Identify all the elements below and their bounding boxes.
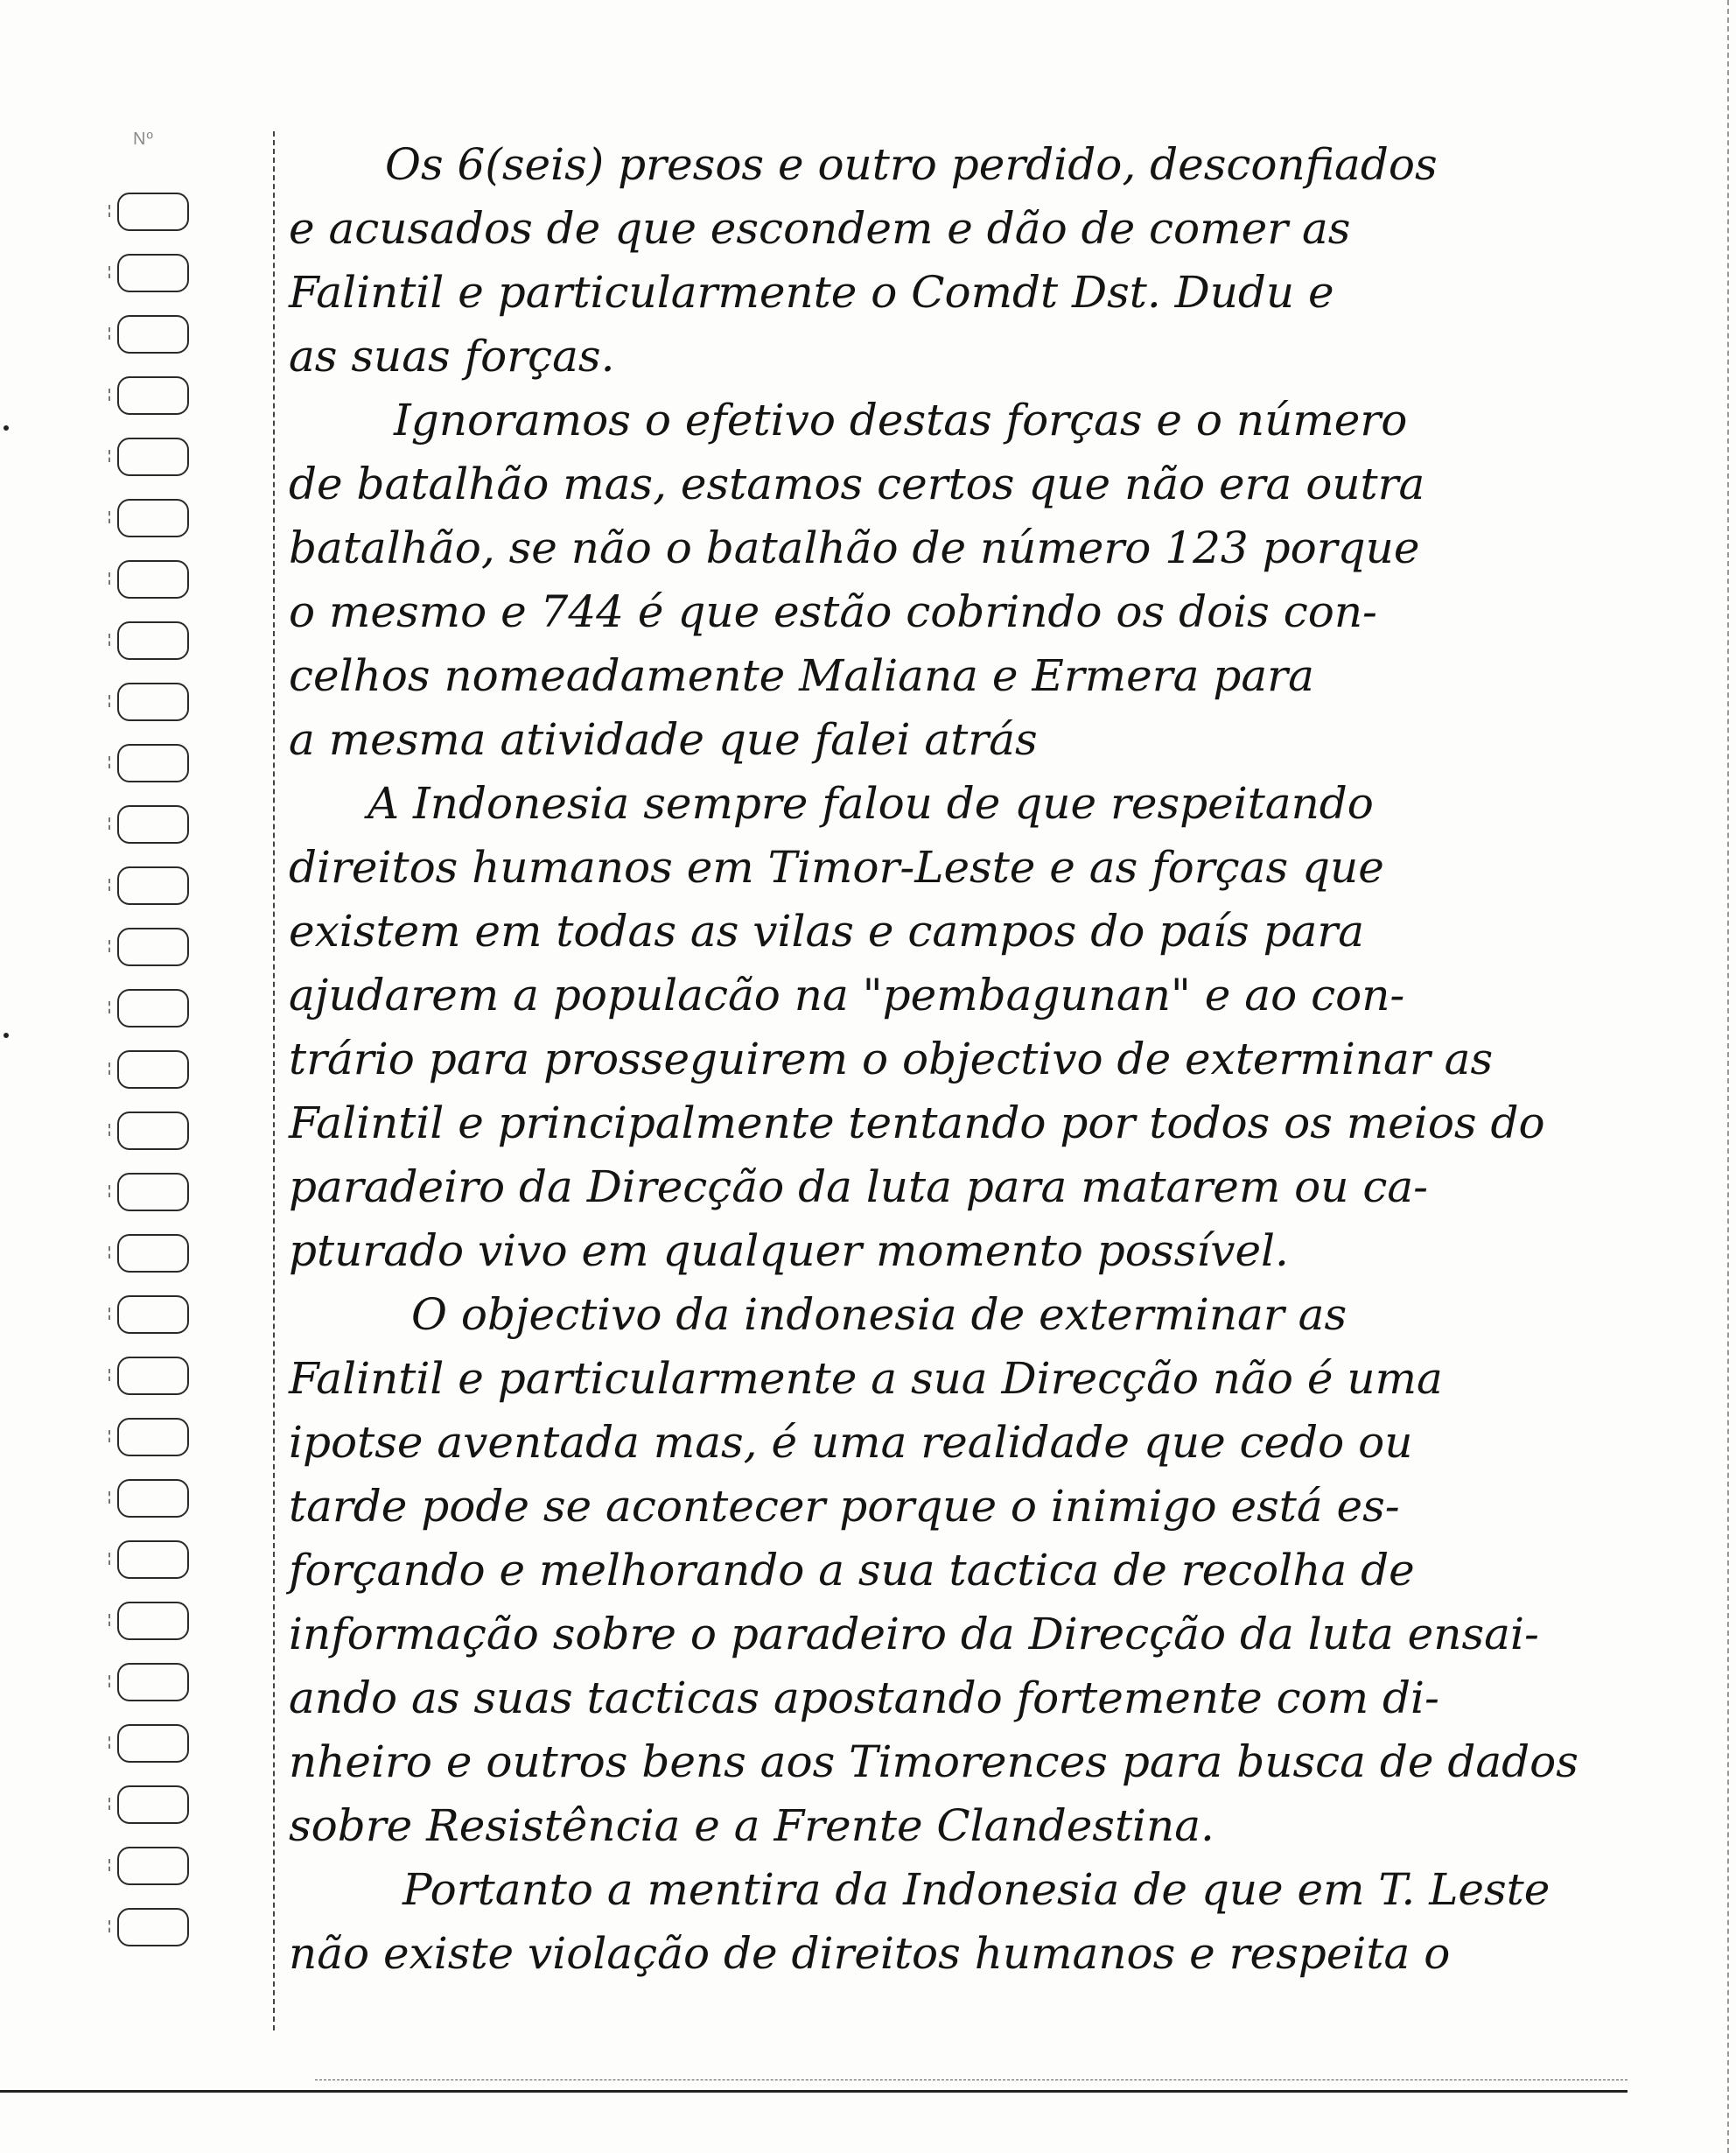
text-line: pturado vivo em qualquer momento possível. xyxy=(289,1225,1289,1276)
binding-hole xyxy=(117,1540,189,1579)
binding-hole xyxy=(117,1785,189,1824)
binding-hole xyxy=(117,1479,189,1518)
text-line: Os 6(seis) presos e outro perdido, desconfiados xyxy=(385,139,1438,190)
binding-hole xyxy=(117,1112,189,1150)
binding-hole xyxy=(117,1847,189,1885)
text-line: e acusados de que escondem e dão de comer as xyxy=(289,203,1351,254)
binding-hole xyxy=(117,866,189,905)
text-line: ando as suas tacticas apostando fortemente com di- xyxy=(289,1673,1439,1723)
text-line: forçando e melhorando a sua tactica de recolha de xyxy=(289,1545,1415,1595)
binding-hole xyxy=(117,1602,189,1640)
binding-hole xyxy=(117,744,189,782)
page-edge xyxy=(1727,0,1729,2153)
binding-hole xyxy=(117,1908,189,1946)
page-number-label: Nº xyxy=(133,130,154,149)
text-line: não existe violação de direitos humanos e respeita o xyxy=(289,1928,1451,1979)
text-line: tarde pode se acontecer porque o inimigo está es- xyxy=(289,1481,1400,1532)
binding-hole xyxy=(117,499,189,537)
text-line: batalhão, se não o batalhão de número 123 porque xyxy=(289,522,1420,573)
text-line: de batalhão mas, estamos certos que não era outra xyxy=(289,459,1425,509)
text-line: o mesmo e 744 é que estão cobrindo os dois con- xyxy=(289,586,1377,637)
binding-hole xyxy=(117,315,189,354)
text-line: a mesma atividade que falei atrás xyxy=(289,714,1038,765)
text-line: ipotse aventada mas, é uma realidade que cedo ou xyxy=(289,1417,1413,1468)
text-line: sobre Resistência e a Frente Clandestina. xyxy=(289,1800,1214,1851)
text-line: A Indonesia sempre falou de que respeitando xyxy=(368,778,1374,829)
text-line: as suas forças. xyxy=(289,331,615,382)
binding-hole xyxy=(117,254,189,292)
text-line: O objectivo da indonesia de exterminar as xyxy=(411,1289,1348,1340)
text-line: Ignoramos o efetivo destas forças e o número xyxy=(394,395,1408,445)
text-line: existem em todas as vilas e campos do país para xyxy=(289,906,1365,957)
scan-speck xyxy=(4,425,9,431)
text-line: trário para prosseguirem o objectivo de exterminar as xyxy=(289,1034,1494,1084)
text-line: ajudarem a populacão na "pembagunan" e ao con- xyxy=(289,970,1405,1020)
binding-hole xyxy=(117,1663,189,1701)
text-line: celhos nomeadamente Maliana e Ermera para xyxy=(289,650,1314,701)
text-line: informação sobre o paradeiro da Direcção da luta ensai- xyxy=(289,1609,1539,1659)
binding-hole xyxy=(117,1724,189,1763)
bottom-rule xyxy=(0,2090,1628,2093)
text-line: direitos humanos em Timor-Leste e as forças que xyxy=(289,842,1384,893)
margin-line xyxy=(273,131,275,2030)
text-line: Portanto a mentira da Indonesia de que em T. Leste xyxy=(402,1864,1550,1915)
text-line: Falintil e principalmente tentando por todos os meios do xyxy=(289,1098,1545,1148)
handwritten-text xyxy=(289,133,1619,1986)
spiral-binding xyxy=(98,179,207,1947)
binding-hole xyxy=(117,805,189,844)
binding-hole xyxy=(117,193,189,231)
text-line: Falintil e particularmente o Comdt Dst. Dudu e xyxy=(289,267,1334,318)
text-line: nheiro e outros bens aos Timorences para busca de dados xyxy=(289,1736,1578,1787)
text-line: paradeiro da Direcção da luta para matarem ou ca- xyxy=(289,1161,1429,1212)
binding-hole xyxy=(117,438,189,476)
binding-hole xyxy=(117,1173,189,1211)
scan-speck xyxy=(4,1033,9,1038)
bottom-dashed-rule xyxy=(315,2079,1628,2080)
text-line: Falintil e particularmente a sua Direcção não é uma xyxy=(289,1353,1443,1404)
binding-hole xyxy=(117,989,189,1027)
binding-hole xyxy=(117,1357,189,1395)
binding-hole xyxy=(117,1050,189,1089)
binding-hole xyxy=(117,1234,189,1273)
binding-hole xyxy=(117,1418,189,1456)
binding-hole xyxy=(117,928,189,966)
binding-hole xyxy=(117,560,189,599)
binding-hole xyxy=(117,621,189,660)
binding-hole xyxy=(117,376,189,415)
binding-hole xyxy=(117,683,189,721)
binding-hole xyxy=(117,1295,189,1334)
